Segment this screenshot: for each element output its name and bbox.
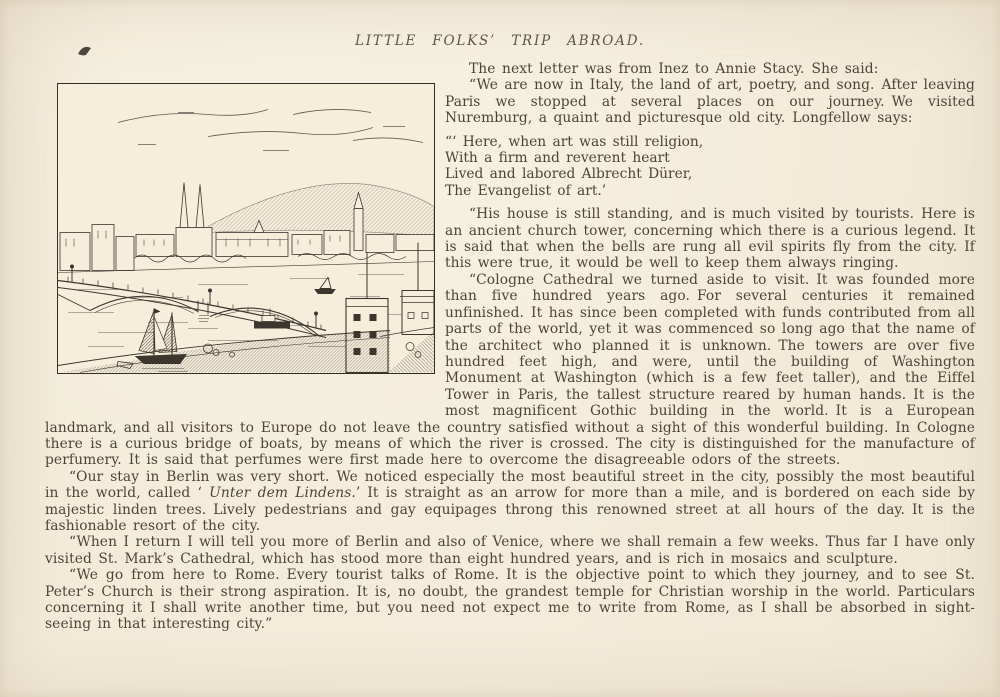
second-tower — [400, 243, 434, 335]
poem-line: “‘ Here, when art was still religion, — [445, 133, 704, 150]
paragraph-text: The next letter was from Inez to Annie Stacy. She said: — [469, 61, 879, 77]
hill — [208, 183, 434, 236]
paragraph — [45, 61, 975, 77]
page-title: LITTLE FOLKS’ TRIP ABROAD. — [355, 33, 645, 49]
ink-mark — [76, 42, 94, 58]
engraving-illustration — [58, 84, 434, 373]
paragraph-text: “Cologne Cathedral we turned aside to visit. It was founded more than five hundred years ago. For several centuries it remained unfinished. It has since been completed with funds contributed from all parts of the world, yet it was commenced so long ago that the name of the architect who planned it is unknown. The towers are over five hundred feet high, and were, until the building of Washington Monument at Washington (which is a few feet taller), and the Eiffel Tower in Paris, the tallest structure reared by human hands. It is the most magnificent Gothic building in the world. It is a European landmark, and all visitors to Europe do not leave the country satisfied without a sight of this wonderful building. In Cologne there is a curious bridge of boats, by means of which the river is crossed. The city is distinguished for the manufacture of perfumery. It is said that perfumes were first made here to overcome the disagreeable odors of the streets. — [45, 271, 975, 469]
paragraph — [45, 469, 975, 535]
poem-line: The Evangelist of art.’ — [445, 182, 607, 199]
small-boat — [315, 278, 335, 294]
italic-phrase: Unter dem Lindens. — [209, 485, 356, 502]
poem-line: With a firm and reverent heart — [445, 150, 670, 167]
sky-clouds — [118, 109, 423, 150]
paragraph-text: “His house is still standing, and is much visited by tourists. Here is an ancient church tower, concerning which there is a curious legend. It is said that when the bells are rung all evil spirits fly from the city. If this were true, it would be well to keep them always ringing. — [445, 206, 975, 272]
letter-content — [0, 49, 1000, 633]
paragraph-text: “We are now in Italy, the land of art, poetry, and song. After leaving Paris we stopped at several places on our journey. We visited Nuremburg, a quaint and picturesque old city. Longfellow says: — [445, 77, 975, 127]
paragraph — [45, 534, 975, 567]
paragraph — [45, 567, 975, 633]
poem-line: Lived and labored Albrecht Dürer, — [445, 166, 693, 183]
paragraph-text: “Our stay in Berlin was very short. We noticed especially the most beautiful street in the city, possibly the most beautiful in the world, called ‘ — [45, 468, 975, 502]
paragraph-text: ’ It is straight as an arrow for more than a mile, and is bordered on each side by majestic linden trees. Lively pedestrians and gay equipages throng this renowned street at all hours of the day. It is the fashionable resort of the city. — [45, 485, 975, 534]
paragraph-text: “We go from here to Rome. Every tourist talks of Rome. It is the objective point to which they journey, and to see St. Peter’s Church is their strong aspiration. It is, no doubt, the grandest temple for Christian worship in the world. Particulars concerning it I shall write another time, but you need not expect me to write from Rome, as I shall be absorbed in sight-seeing in that interesting city.” — [45, 567, 975, 633]
paragraph-text: “When I return I will tell you more of Berlin and also of Venice, where we shall remain a few weeks. Thus far I have only visited St. Mark’s Cathedral, which has stood more than eight hundred years, and is rich in mosaics and sculpture. — [45, 534, 975, 567]
embankment — [58, 331, 390, 373]
river-city-illustration — [57, 83, 435, 374]
